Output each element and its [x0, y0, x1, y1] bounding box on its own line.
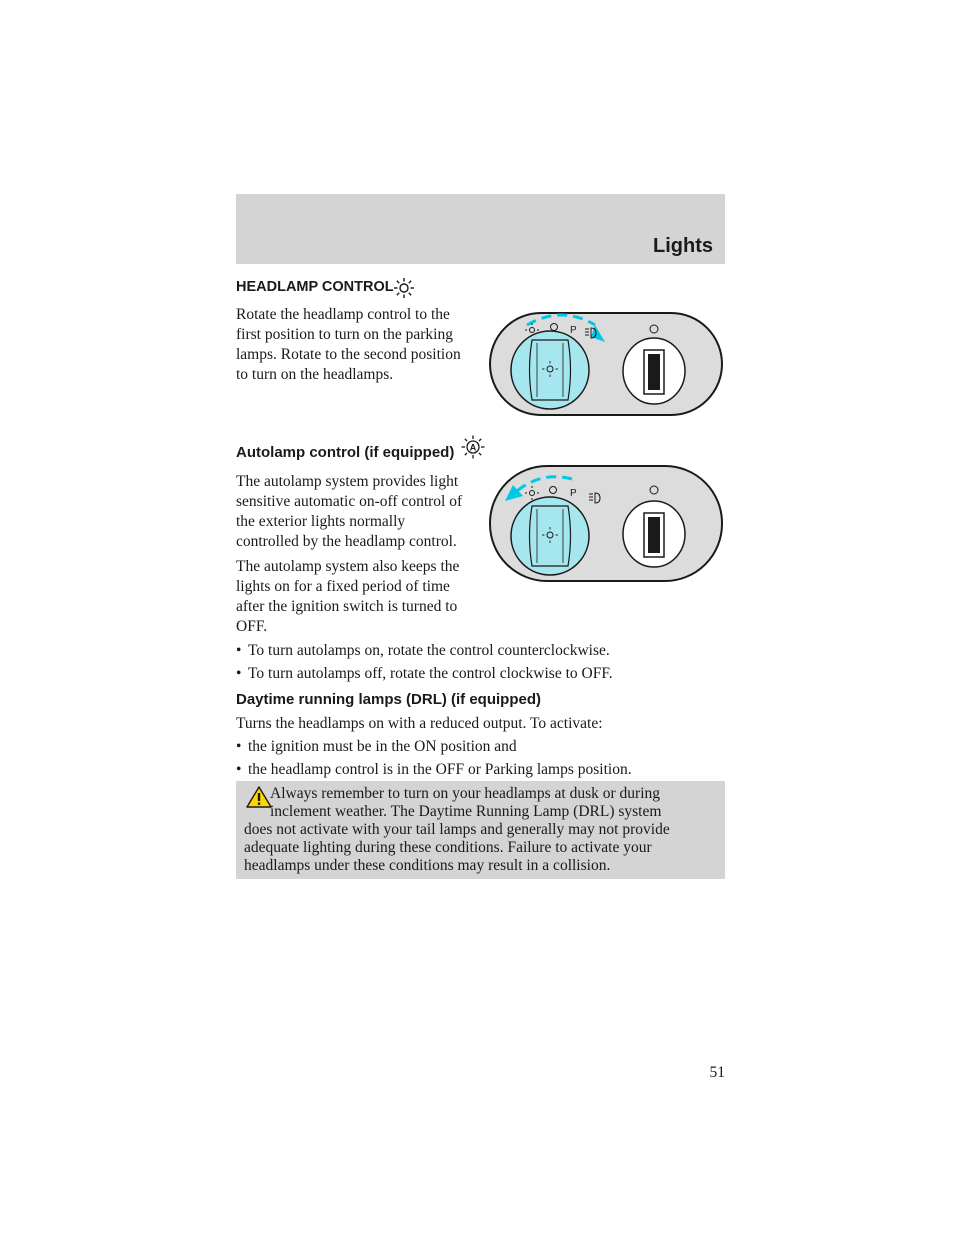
section-header-band — [236, 194, 725, 264]
drl-intro: Turns the headlamps on with a reduced output. To activate: — [236, 715, 603, 732]
autolamp-p1-line-1: The autolamp system provides light — [236, 473, 459, 490]
headlamp-line-1: Rotate the headlamp control to the — [236, 306, 450, 323]
autolamp-icon-letter: A — [469, 442, 477, 453]
warning-line-3: does not activate with your tail lamps and generally may not provide — [244, 821, 670, 838]
drl-bullet-2-text: the headlamp control is in the OFF or Parking lamps position. — [248, 761, 632, 778]
autolamp-p2-line-1: The autolamp system also keeps the — [236, 558, 460, 575]
page-number: 51 — [709, 1064, 725, 1081]
autolamp-p1-line-2: sensitive automatic on-off control of — [236, 493, 463, 510]
warning-line-5: headlamps under these conditions may result in a collision. — [244, 857, 611, 874]
autolamp-p1-line-3: the exterior lights normally — [236, 513, 406, 530]
warning-triangle-icon — [246, 785, 272, 809]
drl-bullet-2: • the headlamp control is in the OFF or Parking lamps position. — [236, 761, 632, 778]
autolamp-p1-line-4: controlled by the headlamp control. — [236, 533, 457, 550]
headlamp-symbol-icon — [392, 276, 416, 300]
parking-marking: P — [570, 325, 577, 336]
autolamp-p2-line-2: lights on for a fixed period of time — [236, 578, 450, 595]
autolamp-switch-figure — [487, 463, 727, 588]
warning-line-4: adequate lighting during these conditions. Failure to activate your — [244, 839, 652, 856]
headlamp-line-2: first position to turn on the parking — [236, 326, 453, 343]
warning-line-2: inclement weather. The Daytime Running Lamp (DRL) system — [270, 803, 662, 820]
autolamp-symbol-icon — [460, 434, 486, 460]
autolamp-bullet-2-text: To turn autolamps off, rotate the control clockwise to OFF. — [248, 665, 613, 682]
headlamp-line-4: to turn on the headlamps. — [236, 366, 394, 383]
autolamp-bullet-1: • To turn autolamps on, rotate the control counterclockwise. — [236, 642, 610, 659]
autolamp-heading: Autolamp control (if equipped) — [236, 444, 455, 461]
autolamp-bullet-2: • To turn autolamps off, rotate the control clockwise to OFF. — [236, 665, 613, 682]
warning-line-1: Always remember to turn on your headlamps at dusk or during — [270, 785, 660, 802]
autolamp-p2-line-4: OFF. — [236, 618, 268, 635]
autolamp-bullet-1-text: To turn autolamps on, rotate the control counterclockwise. — [248, 642, 610, 659]
headlamp-switch-figure — [487, 295, 727, 420]
headlamp-line-3: lamps. Rotate to the second position — [236, 346, 461, 363]
drl-heading: Daytime running lamps (DRL) (if equipped) — [236, 691, 542, 708]
headlamp-heading: HEADLAMP CONTROL — [236, 279, 394, 295]
drl-bullet-1-text: the ignition must be in the ON position and — [248, 738, 517, 755]
autolamp-p2-line-3: after the ignition switch is turned to — [236, 598, 458, 615]
drl-bullet-1: • the ignition must be in the ON position and — [236, 738, 517, 755]
autolamp-parking-marking: P — [570, 488, 577, 499]
section-title: Lights — [653, 235, 713, 257]
